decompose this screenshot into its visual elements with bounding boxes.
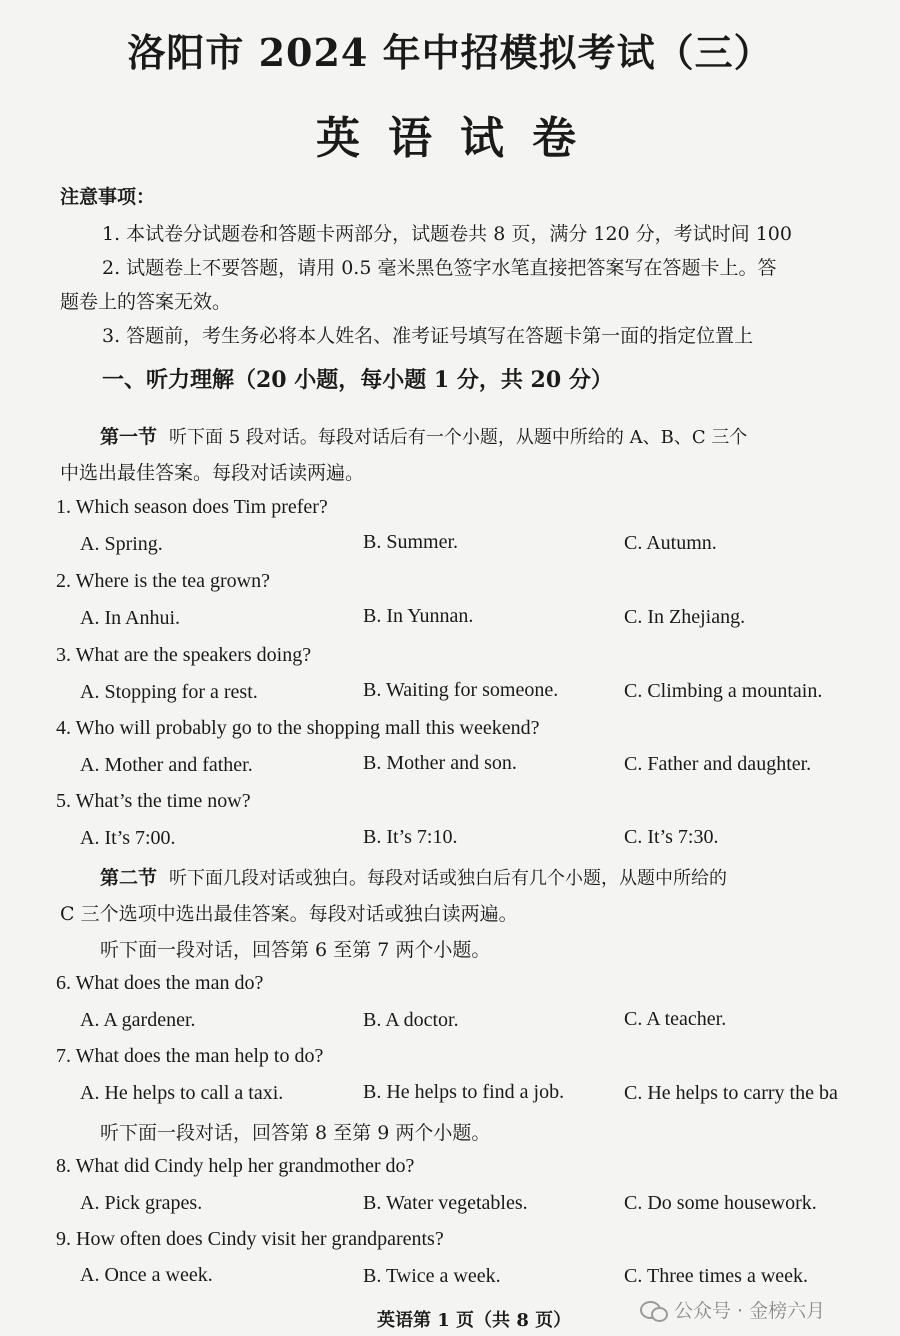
wechat-icon (640, 1299, 668, 1321)
q5-option-b: B. It’s 7:10. (363, 826, 458, 848)
q4-option-c: C. Father and daughter. (624, 753, 812, 775)
q8-option-a: A. Pick grapes. (80, 1192, 203, 1214)
part2-instructions-cont: C 三个选项中选出最佳答案。每段对话或独白读两遍。 (60, 903, 518, 925)
q9-option-c: C. Three times a week. (624, 1265, 809, 1287)
q4-option-a: A. Mother and father. (80, 754, 253, 776)
notice-item-2: 2. 试题卷上不要答题，请用 0.5 毫米黑色签字水笔直接把答案写在答题卡上。答 (102, 257, 777, 279)
part2-instructions (100, 863, 860, 890)
q4-option-b: B. Mother and son. (363, 752, 517, 774)
q5-option-a: A. It’s 7:00. (80, 827, 176, 849)
section-heading-listening: 一、听力理解（20 小题，每小题 1 分，共 20 分） (102, 367, 613, 393)
q2-option-b: B. In Yunnan. (363, 605, 474, 627)
part2-label: 第二节 (100, 867, 158, 889)
instruction-q8-9: 听下面一段对话，回答第 8 至第 9 两个小题。 (100, 1122, 491, 1144)
q1-option-c: C. Autumn. (624, 532, 717, 554)
subject-title: 英语试卷 (316, 113, 604, 164)
question-7: 7. What does the man help to do? (56, 1045, 324, 1067)
notice-heading: 注意事项： (60, 186, 156, 208)
q5-option-c: C. It’s 7:30. (624, 826, 719, 848)
q6-option-c: C. A teacher. (624, 1008, 727, 1030)
q9-option-b: B. Twice a week. (363, 1265, 501, 1287)
q2-option-c: C. In Zhejiang. (624, 606, 746, 628)
question-5: 5. What’s the time now? (56, 790, 251, 812)
part1-label: 第一节 (100, 426, 158, 448)
q7-option-c: C. He helps to carry the ba (624, 1082, 838, 1104)
part1-instructions (100, 422, 860, 449)
question-1: 1. Which season does Tim prefer? (56, 496, 328, 518)
question-4: 4. Who will probably go to the shopping mall this weekend? (56, 717, 540, 739)
part1-text: 听下面 5 段对话。每段对话后有一个小题，从题中所给的 A、B、C 三个 (169, 427, 748, 448)
page-number-footer: 英语第 1 页（共 8 页） (377, 1310, 572, 1331)
q6-option-b: B. A doctor. (363, 1009, 459, 1031)
q6-option-a: A. A gardener. (80, 1009, 196, 1031)
notice-item-1: 1. 本试卷分试题卷和答题卡两部分，试题卷共 8 页，满分 120 分，考试时间 100 (102, 223, 792, 245)
part2-text: 听下面几段对话或独白。每段对话或独白后有几个小题，从题中所给的 (169, 868, 728, 889)
watermark-text: 公众号 · 金榜六月 (674, 1300, 826, 1322)
q8-option-b: B. Water vegetables. (363, 1192, 528, 1214)
question-2: 2. Where is the tea grown? (56, 570, 270, 592)
instruction-q6-7: 听下面一段对话，回答第 6 至第 7 两个小题。 (100, 939, 491, 961)
q3-option-c: C. Climbing a mountain. (624, 680, 823, 702)
notice-item-3: 3. 答题前，考生务必将本人姓名、准考证号填写在答题卡第一面的指定位置上 (102, 325, 754, 347)
q3-option-b: B. Waiting for someone. (363, 679, 559, 701)
q7-option-a: A. He helps to call a taxi. (80, 1082, 284, 1104)
q1-option-a: A. Spring. (80, 533, 163, 555)
exam-title: 洛阳市 2024 年中招模拟考试（三） (127, 30, 773, 75)
q7-option-b: B. He helps to find a job. (363, 1081, 565, 1103)
question-9: 9. How often does Cindy visit her grandparents? (56, 1228, 444, 1250)
q1-option-b: B. Summer. (363, 531, 459, 553)
question-3: 3. What are the speakers doing? (56, 644, 312, 666)
part1-instructions-cont: 中选出最佳答案。每段对话读两遍。 (60, 462, 365, 484)
notice-item-2-cont: 题卷上的答案无效。 (60, 291, 232, 313)
q3-option-a: A. Stopping for a rest. (80, 681, 258, 703)
question-8: 8. What did Cindy help her grandmother do? (56, 1155, 415, 1177)
wechat-watermark (640, 1296, 825, 1323)
q2-option-a: A. In Anhui. (80, 607, 180, 629)
q9-option-a: A. Once a week. (80, 1264, 213, 1286)
question-6: 6. What does the man do? (56, 972, 264, 994)
q8-option-c: C. Do some housework. (624, 1192, 817, 1214)
